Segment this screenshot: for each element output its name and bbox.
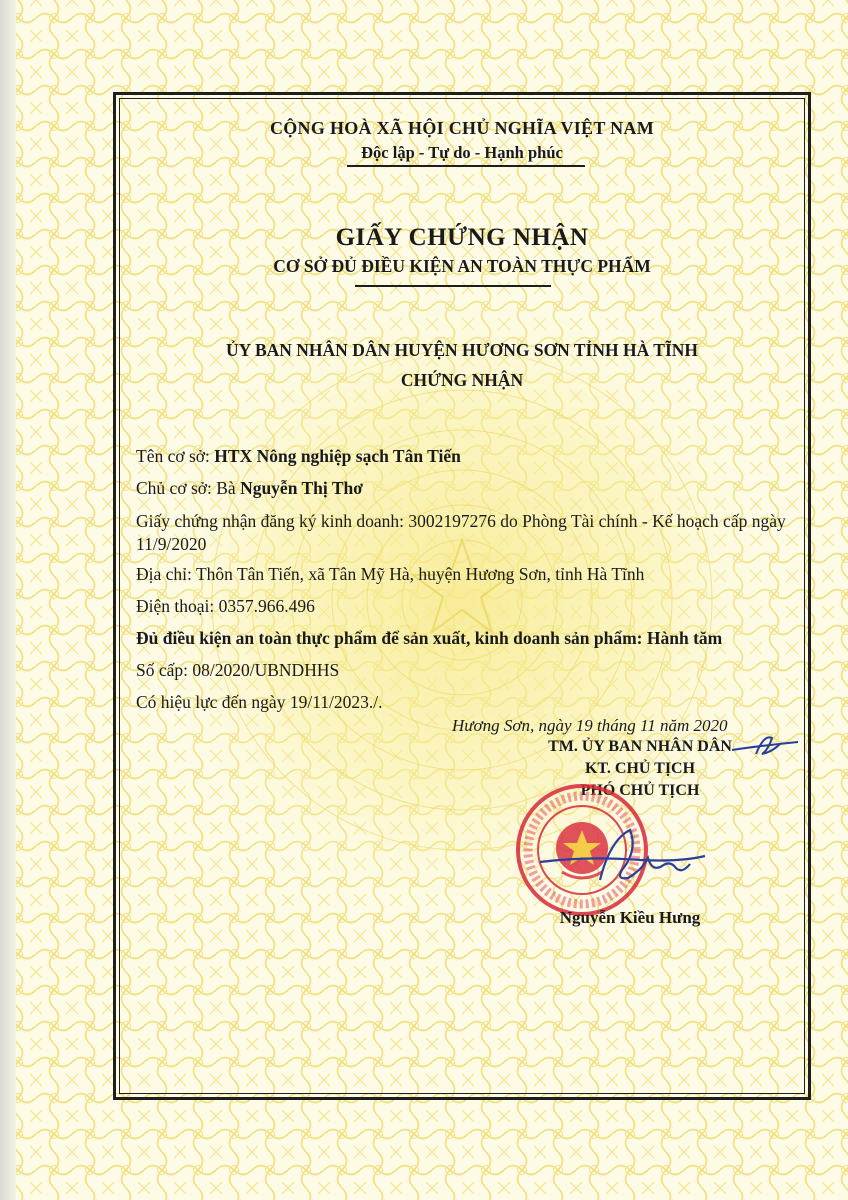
- owner-label: Chủ cơ sở: Bà: [136, 478, 241, 498]
- motto-underline: [347, 165, 585, 167]
- place-and-date: Hương Sơn, ngày 19 tháng 11 năm 2020: [452, 716, 728, 735]
- owner-value: Nguyễn Thị Thơ: [240, 478, 363, 498]
- subtitle-underline: [355, 285, 551, 287]
- facility-name-value: HTX Nông nghiệp sạch Tân Tiến: [214, 446, 461, 466]
- validity-date: Có hiệu lực đến ngày 19/11/2023./.: [136, 692, 383, 712]
- issuing-authority: ỦY BAN NHÂN DÂN HUYỆN HƯƠNG SƠN TỈNH HÀ TĨNH: [225, 340, 699, 360]
- certificate-title: GIẤY CHỨNG NHẬN: [335, 224, 589, 251]
- certificate-number: Số cấp: 08/2020/UBNDHHS: [136, 660, 340, 680]
- facility-name-label: Tên cơ sở:: [136, 446, 215, 466]
- owner-row: [136, 478, 363, 499]
- signature-icon: [530, 820, 730, 900]
- on-behalf-of: TM. ỦY BAN NHÂN DÂN: [548, 738, 732, 755]
- signer-position: PHÓ CHỦ TỊCH: [580, 782, 700, 799]
- scan-edge-shadow: [0, 0, 16, 1200]
- certifies-heading: CHỨNG NHẬN: [400, 370, 524, 390]
- national-name: CỘNG HOÀ XÃ HỘI CHỦ NGHĨA VIỆT NAM: [269, 118, 655, 138]
- business-registration: Giấy chứng nhận đăng ký kinh doanh: 3002197276 do Phòng Tài chính - Kế hoạch cấp ngày 11/9/2020: [136, 511, 786, 554]
- initial-mark-icon: [728, 728, 808, 764]
- certificate-subtitle: CƠ SỞ ĐỦ ĐIỀU KIỆN AN TOÀN THỰC PHẨM: [273, 256, 651, 276]
- national-motto: Độc lập - Tự do - Hạnh phúc: [361, 143, 563, 162]
- address: Địa chỉ: Thôn Tân Tiến, xã Tân Mỹ Hà, huyện Hương Sơn, tỉnh Hà Tĩnh: [136, 564, 645, 584]
- kt-title: KT. CHỦ TỊCH: [584, 760, 696, 777]
- facility-name-row: [136, 446, 461, 467]
- eligibility-statement: Đủ điều kiện an toàn thực phẩm để sản xuất, kinh doanh sản phẩm: Hành tăm: [136, 628, 723, 648]
- signer-name: Nguyễn Kiều Hưng: [559, 908, 701, 927]
- phone: Điện thoại: 0357.966.496: [136, 596, 315, 616]
